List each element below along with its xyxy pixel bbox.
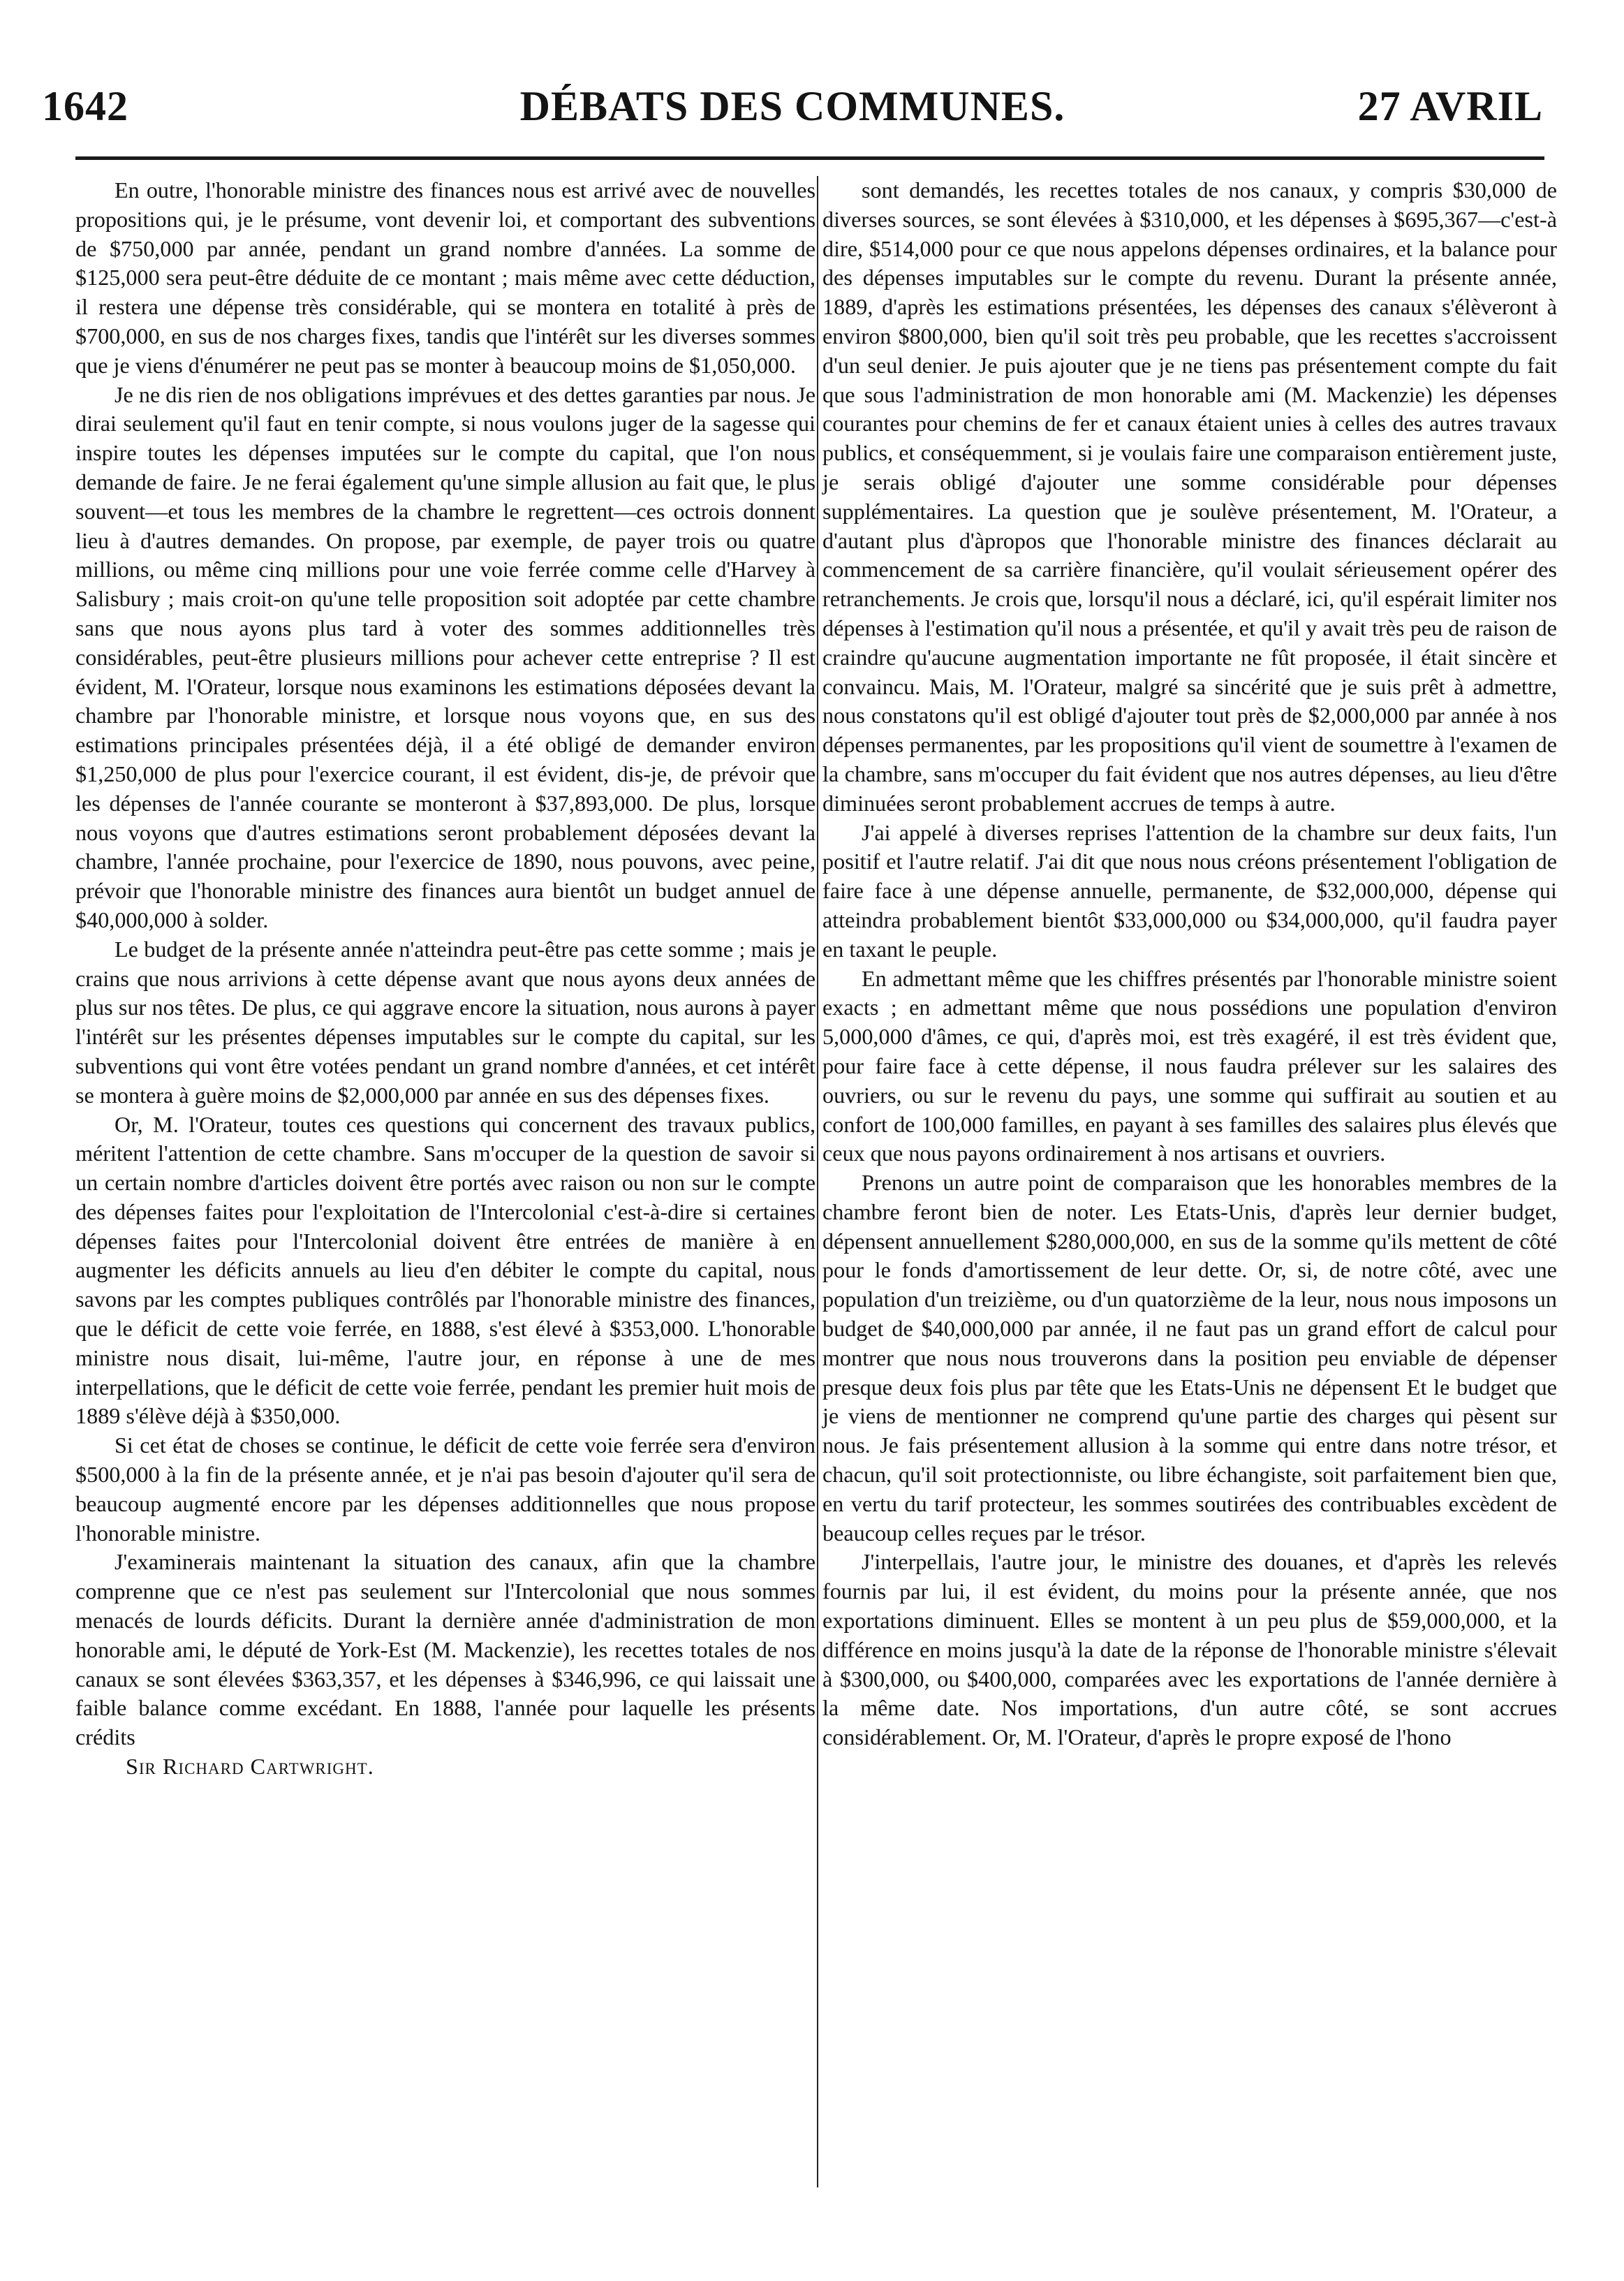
- paragraph: J'examinerais maintenant la situation des canaux, afin que la chambre comprenne que ce n'est pas seulement sur l'Intercolonial que nous sommes menacés de lourds déficits. Durant la dernière année d'administration de mon honorable ami, le député de York-Est (M. Mackenzie), les recettes totales de nos canaux se sont élevées $363,357, et les dépenses à $346,996, ce qui laissait une faible balance comme excédant. En 1888, l'année pour laquelle les présents crédits: [75, 1549, 815, 1750]
- right-column: [822, 176, 1557, 1752]
- column-divider: [817, 176, 818, 2187]
- paragraph: J'interpellais, l'autre jour, le ministre des douanes, et d'après les relevés fournis par lui, il est évident, du moins pour la présente année, que nos exportations diminuent. Elles se montent à un peu plus de $59,000,000, et la différence en moins jusqu'à la date de la réponse de l'honorable ministre s'élevait à $300,000, ou $400,000, comparées avec les exportations de l'année dernière à la même date. Nos importations, d'un autre côté, se sont accrues considérablement. Or, M. l'Orateur, d'après le propre exposé de l'hono: [822, 1549, 1557, 1750]
- paragraph: sont demandés, les recettes totales de nos canaux, y compris $30,000 de diverses sources, se sont élevées à $310,000, et les dépenses à $695,367—c'est-à dire, $514,000 pour ce que nous appelons dépenses ordinaires, et la balance pour des dépenses imputables sur le compte du revenu. Durant la présente année, 1889, d'après les estimations présentées, les dépenses des canaux s'élèveront à environ $800,000, bien qu'il soit très peu probable, que les recettes s'accroissent d'un seul denier. Je puis ajouter que je ne tiens pas présentement compte du fait que sous l'administration de mon honorable ami (M. Mackenzie) les dépenses courantes pour chemins de fer et canaux étaient unies à celles des autres travaux publics, et conséquemment, si je voulais faire une comparaison entièrement juste, je serais obligé d'ajouter une somme considérable pour dépenses supplémentaires. La question que je soulève présentement, M. l'Orateur, a d'autant plus d'àpropos que l'honorable ministre des finances déclarait au commencement de sa carrière financière, qu'il voulait sérieusement opérer des retranchements. Je crois que, lorsqu'il nous a déclaré, ici, qu'il espérait limiter nos dépenses à l'estimation qu'il nous a présentée, et qu'il y avait très peu de raison de craindre qu'aucune augmentation importante ne fût proposée, il était sincère et convaincu. Mais, M. l'Orateur, malgré sa sincérité que je suis prêt à admettre, nous constatons qu'il est obligé d'ajouter tout près de $2,000,000 par année à nos dépenses permanentes, par les propositions qu'il vient de soumettre à l'examen de la chambre, sans m'occuper du fait évident que nos autres dépenses, au lieu d'être diminuées seront probablement accrues de temps à autre.: [822, 177, 1558, 816]
- paragraph: En admettant même que les chiffres présentés par l'honorable ministre soient exacts ; en admettant même que nous possédions une population d'environ 5,000,000 d'âmes, ce qui, d'après moi, est très exagéré, il est très évident que, pour faire face à cette dépense, il nous faudra prélever sur les salaires des ouvriers, ou sur le revenu du pays, une somme qui suffirait au soutien et au confort de 100,000 familles, en payant à ses familles des salaires plus élevés que ceux que nous payons ordinairement à nos artisans et ouvriers.: [822, 965, 1557, 1166]
- speaker-footer: Sir Richard Cartwright.: [126, 1754, 374, 1780]
- page-number: 1642: [42, 83, 128, 129]
- page-header: [42, 82, 1543, 138]
- paragraph: J'ai appelé à diverses reprises l'attention de la chambre sur deux faits, l'un positif et l'autre relatif. J'ai dit que nous nous créons présentement l'obligation de faire face à une dépense annuelle, permanente, de $32,000,000, dépense qui atteindra probablement bientôt $33,000,000 ou $34,000,000, qu'il faudra payer en taxant le peuple.: [822, 819, 1557, 962]
- paragraph: Prenons un autre point de comparaison que les honorables membres de la chambre feront bien de noter. Les Etats-Unis, d'après leur dernier budget, dépensent annuellement $280,000,000, en sus de la somme qu'ils mettent de côté pour le fonds d'amortissement de leur dette. Or, si, de notre côté, avec une population d'un treizième, ou d'un quatorzième de la leur, nous nous imposons un budget de $40,000,000 par année, il ne faut pas un grand effort de calcul pour montrer que nous nous trouverons dans la position peu enviable de dépenser presque deux fois plus par tête que les Etats-Unis ne dépensent Et le budget que je viens de mentionner ne comprend qu'une partie des charges qui pèsent sur nous. Je fais présentement allusion à la somme qui entre dans notre trésor, et chacun, qu'il soit protectionniste, ou libre échangiste, soit parfaitement bien que, en vertu du tarif protecteur, les sommes soutirées des contribuables excèdent de beaucoup celles reçues par le trésor.: [822, 1170, 1557, 1546]
- left-column: [75, 176, 815, 1782]
- header-rule: [75, 156, 1544, 160]
- page-date: 27 AVRIL: [1357, 83, 1543, 129]
- paragraph: Je ne dis rien de nos obligations imprévues et des dettes garanties par nous. Je dirai seulement qu'il faut en tenir compte, si nous voulons juger de la sagesse qui inspire toutes les dépenses imputées sur le compte du capital, que l'on nous demande de faire. Je ne ferai également qu'une simple allusion au fait que, le plus souvent—et tous les membres de la chambre le regrettent—ces octrois donnent lieu à d'autres demandes. On propose, par exemple, de payer trois ou quatre millions, ou même cinq millions pour une voie ferrée comme celle d'Harvey à Salisbury ; mais croit-on qu'une telle proposition soit adoptée par cette chambre sans que nous ayons plus tard à voter des sommes additionnelles très considérables, peut-être plusieurs millions pour achever cette entreprise ? Il est évident, M. l'Orateur, lorsque nous examinons les estimations déposées devant la chambre par l'honorable ministre, et lorsque nous voyons que, en sus des estimations principales présentées déjà, il a été obligé de demander environ $1,250,000 de plus pour l'exercice courant, il est évident, dis-je, de prévoir que les dépenses de l'année courante se monteront à $37,893,000. De plus, lorsque nous voyons que d'autres estimations seront probablement déposées devant la chambre, l'année prochaine, pour l'exercice de 1890, nous pouvons, avec peine, prévoir que l'honorable ministre des finances aura bientôt un budget annuel de $40,000,000 à solder.: [75, 381, 815, 932]
- running-title: DÉBATS DES COMMUNES.: [519, 83, 1065, 129]
- paragraph: Si cet état de choses se continue, le déficit de cette voie ferrée sera d'environ $500,000 à la fin de la présente année, et je n'ai pas besoin d'ajouter qu'il sera de beaucoup augmenté encore par les dépenses additionnelles que nous propose l'honorable ministre.: [75, 1432, 815, 1546]
- paragraph: Or, M. l'Orateur, toutes ces questions qui concernent des travaux publics, méritent l'attention de cette chambre. Sans m'occuper de la question de savoir si un certain nombre d'articles doivent être portés avec raison ou non sur le compte des dépenses faites pour l'exploitation de l'Intercolonial c'est-à-dire si certaines dépenses faites pour l'Intercolonial doivent être entrées de manière à en augmenter les déficits annuels au lieu d'en débiter le compte du capital, nous savons par les comptes publiques contrôlés par l'honorable ministre des finances, que le déficit de cette voie ferrée, en 1888, s'est élevé à $353,000. L'honorable ministre nous disait, lui-même, l'autre jour, en réponse à une de mes interpellations, que le déficit de cette voie ferrée, pendant les premier huit mois de 1889 s'élève déjà à $350,000.: [75, 1111, 815, 1429]
- paragraph: Le budget de la présente année n'atteindra peut-être pas cette somme ; mais je crains que nous arrivions à cette dépense avant que nous ayons deux années de plus sur nos têtes. De plus, ce qui aggrave encore la situation, nous aurons à payer l'intérêt sur les présentes dépenses imputables sur le compte du capital, sur les subventions qui vont être votées pendant un grand nombre d'années, et cet intérêt se montera à guère moins de $2,000,000 par année en sus des dépenses fixes.: [75, 936, 815, 1108]
- paragraph: En outre, l'honorable ministre des finances nous est arrivé avec de nouvelles propositions qui, je le présume, vont devenir loi, et comportant des subventions de $750,000 par année, pendant un grand nombre d'années. La somme de $125,000 sera peut-être déduite de ce montant ; mais même avec cette déduction, il restera une dépense très considérable, qui se montera en totalité à près de $700,000, en sus de nos charges fixes, tandis que l'intérêt sur les diverses sommes que je viens d'énumérer ne peut pas se monter à beaucoup moins de $1,050,000.: [75, 177, 815, 378]
